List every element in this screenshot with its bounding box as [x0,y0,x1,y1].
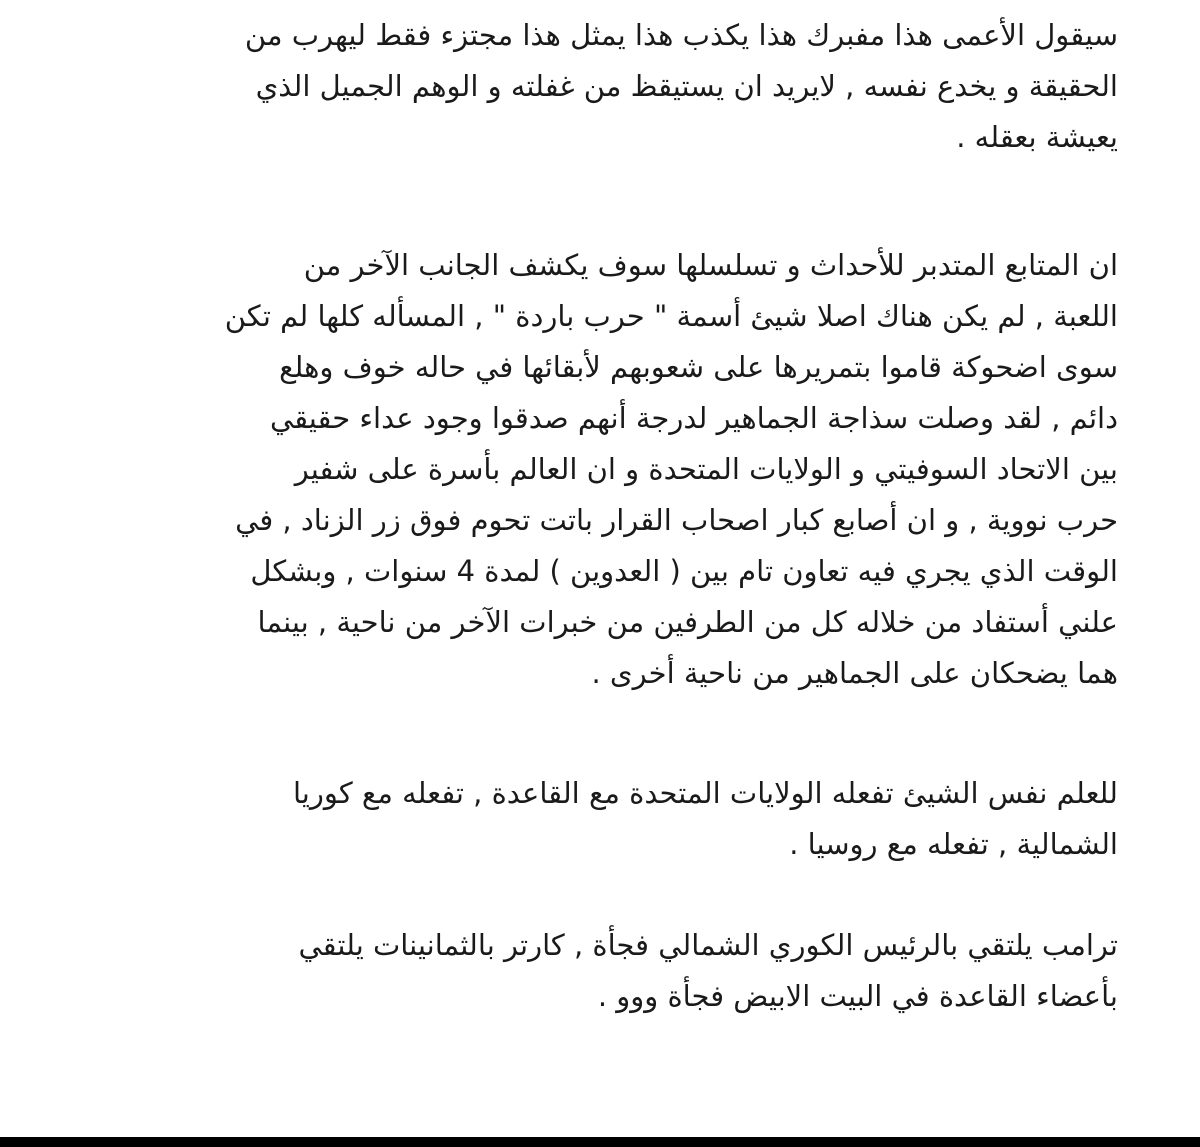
paragraph-line: بأعضاء القاعدة في البيت الابيض فجأة ووو . [597,979,1118,1013]
paragraph-line: ان المتابع المتدبر للأحداث و تسلسلها سوف يكشف الجانب الآخر من [303,248,1118,282]
paragraph-line: حرب نووية , و ان أصابع كبار اصحاب القرار باتت تحوم فوق زر الزناد , في [235,503,1118,537]
paragraph-line: دائم , لقد وصلت سذاجة الجماهير لدرجة أنهم صدقوا وجود عداء حقيقي [269,401,1118,435]
paragraph-line: علني أستفاد من خلاله كل من الطرفين من خبرات الآخر من ناحية , بينما [257,605,1118,639]
paragraph-line: اللعبة , لم يكن هناك اصلا شيئ أسمة " حرب باردة " , المسأله كلها لم تكن [224,299,1118,333]
paragraph-line: يعيشة بعقله . [956,120,1118,154]
paragraph-line: بين الاتحاد السوفيتي و الولايات المتحدة و ان العالم بأسرة على شفير [294,452,1118,486]
bottom-bar [0,1137,1200,1147]
paragraph-line: للعلم نفس الشيئ تفعله الولايات المتحدة مع القاعدة , تفعله مع كوريا [292,776,1118,810]
paragraph-line: هما يضحكان على الجماهير من ناحية أخرى . [591,656,1118,690]
paragraph-3 [0,768,1200,870]
paragraph-1 [0,10,1200,163]
paragraph-2 [0,240,1200,699]
paragraph-line: الوقت الذي يجري فيه تعاون تام بين ( العدوين ) لمدة 4 سنوات , وبشكل [250,554,1118,588]
paragraph-line: الشمالية , تفعله مع روسيا . [789,827,1118,861]
paragraph-line: سيقول الأعمى هذا مفبرك هذا يكذب هذا يمثل هذا مجتزء فقط ليهرب من [244,18,1118,52]
paragraph-line: الحقيقة و يخدع نفسه , لايريد ان يستيقظ من غفلته و الوهم الجميل الذي [255,69,1118,103]
paragraph-4 [0,920,1200,1022]
paragraph-line: ترامب يلتقي بالرئيس الكوري الشمالي فجأة , كارتر بالثمانينات يلتقي [298,928,1118,962]
paragraph-line: سوى اضحوكة قاموا بتمريرها على شعوبهم لأبقائها في حاله خوف وهلع [279,350,1118,384]
